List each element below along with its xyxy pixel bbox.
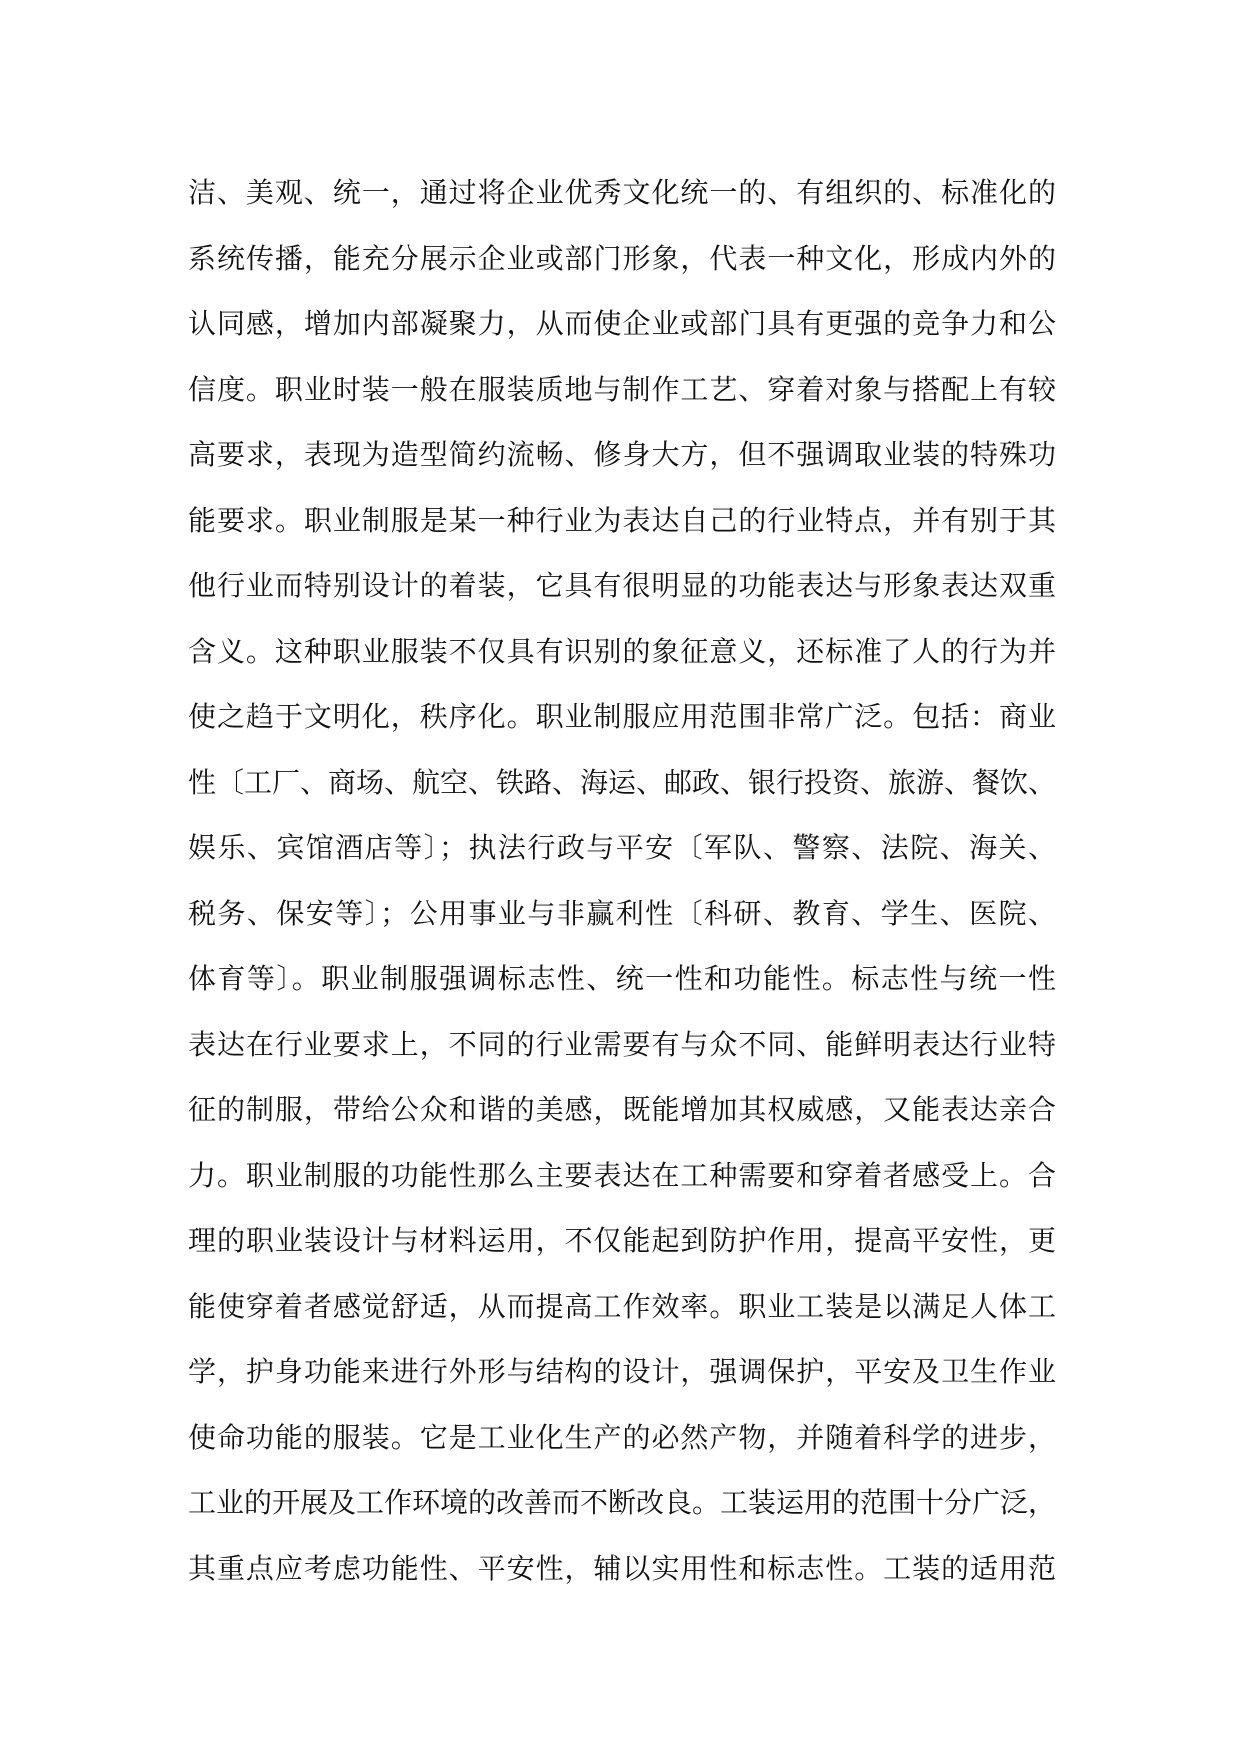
text-line: 征的制服，带给公众和谐的美感，既能增加其权威感，又能表达亲合 bbox=[188, 1093, 1056, 1126]
text-line: 使命功能的服装。它是工业化生产的必然产物，并随着科学的进步， bbox=[188, 1420, 1056, 1454]
text-line: 能要求。职业制服是某一种行业为表达自己的行业特点，并有别于其 bbox=[188, 503, 1056, 537]
text-line: 税务、保安等〕；公用事业与非赢利性〔科研、教育、学生、医院、 bbox=[188, 896, 1056, 930]
text-line: 理的职业装设计与材料运用，不仅能起到防护作用，提高平安性，更 bbox=[188, 1224, 1056, 1257]
text-line: 洁、美观、统一，通过将企业优秀文化统一的、有组织的、标准化的 bbox=[188, 176, 1056, 209]
text-line: 系统传播，能充分展示企业或部门形象，代表一种文化，形成内外的 bbox=[188, 241, 1056, 275]
text-line: 性〔工厂、商场、航空、铁路、海运、邮政、银行投资、旅游、餐饮、 bbox=[188, 765, 1056, 799]
text-line: 认同感，增加内部凝聚力，从而使企业或部门具有更强的竞争力和公 bbox=[188, 307, 1056, 340]
text-line: 信度。职业时装一般在服装质地与制作工艺、穿着对象与搭配上有较 bbox=[188, 372, 1056, 406]
text-line: 高要求，表现为造型简约流畅、修身大方，但不强调取业装的特殊功 bbox=[188, 438, 1056, 471]
text-line: 能使穿着者感觉舒适，从而提高工作效率。职业工装是以满足人体工 bbox=[188, 1289, 1056, 1323]
text-line: 使之趋于文明化，秩序化。职业制服应用范围非常广泛。包括：商业 bbox=[188, 700, 1056, 733]
text-line: 体育等〕。职业制服强调标志性、统一性和功能性。标志性与统一性 bbox=[188, 962, 1056, 995]
text-line: 表达在行业要求上，不同的行业需要有与众不同、能鲜明表达行业特 bbox=[188, 1027, 1056, 1061]
text-line: 娱乐、宾馆酒店等〕；执法行政与平安〔军队、警察、法院、海关、 bbox=[188, 831, 1056, 864]
text-line: 学，护身功能来进行外形与结构的设计，强调保护，平安及卫生作业 bbox=[188, 1355, 1056, 1388]
text-line: 他行业而特别设计的着装，它具有很明显的功能表达与形象表达双重 bbox=[188, 569, 1056, 602]
text-line: 其重点应考虑功能性、平安性，辅以实用性和标志性。工装的适用范 bbox=[188, 1551, 1056, 1585]
text-line: 含义。这种职业服装不仅具有识别的象征意义，还标准了人的行为并 bbox=[188, 634, 1056, 668]
text-line: 工业的开展及工作环境的改善而不断改良。工装运用的范围十分广泛， bbox=[188, 1486, 1056, 1519]
body-text bbox=[188, 160, 1056, 1601]
text-line: 力。职业制服的功能性那么主要表达在工种需要和穿着者感受上。合 bbox=[188, 1158, 1056, 1192]
